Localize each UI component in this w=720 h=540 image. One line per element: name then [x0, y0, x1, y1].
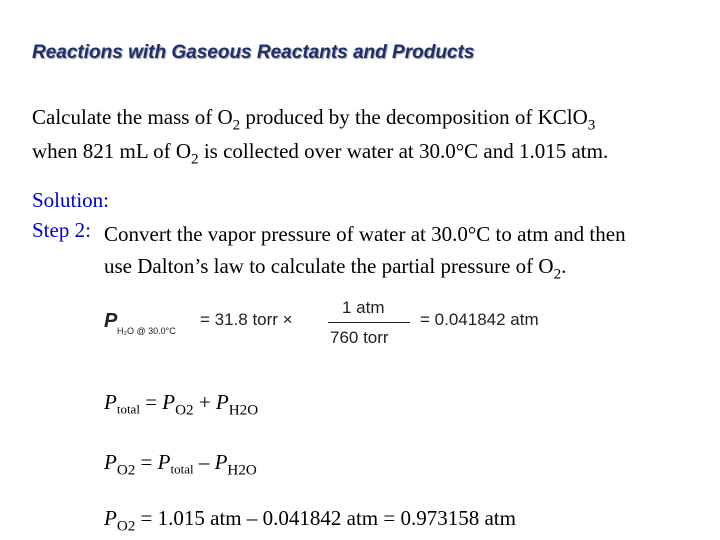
rearranged-equation	[104, 450, 257, 479]
slide-title: Reactions with Gaseous Reactants and Products	[32, 42, 475, 63]
subscript: H2O	[227, 462, 257, 479]
fraction-denominator: 760 torr	[330, 328, 389, 347]
operator: =	[135, 450, 158, 474]
subscript: 3	[587, 117, 596, 134]
subscript: 2	[191, 151, 199, 168]
problem-text: is collected over water at 30.0°C and 1.015 atm.	[198, 139, 609, 163]
pressure-symbol: P	[214, 450, 228, 474]
subscript: 2	[553, 266, 562, 283]
conversion-result: = 0.041842 atm	[420, 310, 539, 329]
step-line-2	[104, 250, 626, 282]
solution-label: Solution:	[32, 188, 110, 212]
subscript: O2	[175, 402, 194, 419]
pressure-subscript: H₂O @ 30.0°C	[117, 326, 176, 336]
step-label: Step 2:	[32, 218, 91, 242]
subscript: total	[116, 401, 140, 417]
step-line-1: Convert the vapor pressure of water at 30.0°C to atm and then	[104, 222, 626, 246]
fraction-numerator: 1 atm	[342, 298, 385, 317]
conversion-lhs: = 31.8 torr ×	[200, 310, 293, 329]
problem-text: when 821 mL of O	[32, 139, 192, 163]
operator: +	[193, 390, 216, 414]
problem-text: Calculate the mass of O	[32, 105, 233, 129]
subscript: O2	[116, 462, 136, 479]
subscript: O2	[116, 518, 136, 535]
pressure-symbol: P	[157, 450, 171, 474]
problem-line-1	[32, 100, 608, 134]
pressure-symbol: P	[104, 310, 118, 332]
subscript: H2O	[228, 402, 259, 419]
pressure-symbol: P	[162, 390, 176, 414]
result-text: = 1.015 atm – 0.041842 atm = 0.973158 atm	[135, 506, 516, 530]
operator: =	[139, 390, 163, 414]
partial-pressure-result	[104, 506, 516, 535]
pressure-symbol: P	[104, 450, 117, 474]
problem-text: produced by the decomposition of KClO	[240, 105, 588, 129]
operator: –	[193, 450, 215, 474]
problem-line-2	[32, 134, 608, 168]
dalton-law-equation	[104, 390, 259, 419]
step-text: use Dalton’s law to calculate the partial pressure of O	[104, 254, 554, 278]
pressure-symbol: P	[104, 506, 117, 530]
subscript: 2	[232, 117, 241, 134]
step-description	[104, 218, 626, 282]
subscript: total	[170, 461, 194, 477]
pressure-symbol: P	[215, 390, 229, 414]
step-text: .	[561, 254, 567, 278]
pressure-symbol: P	[104, 390, 117, 414]
problem-statement	[32, 100, 608, 168]
fraction-bar	[328, 322, 410, 323]
